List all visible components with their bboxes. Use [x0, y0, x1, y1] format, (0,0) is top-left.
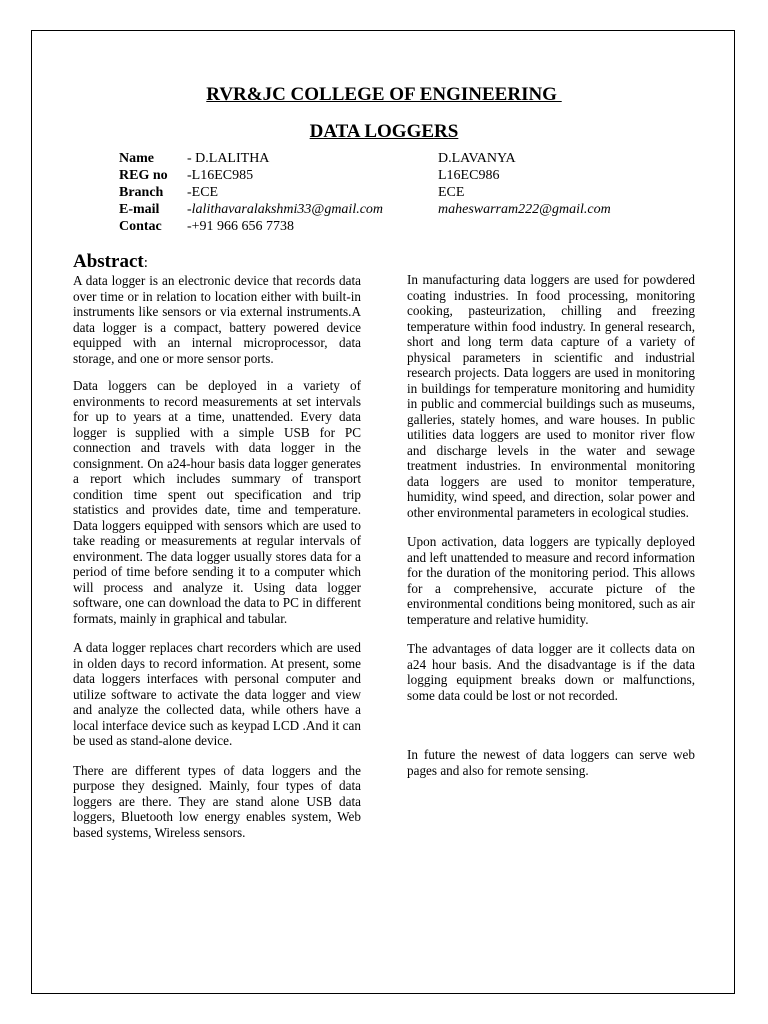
right-column — [407, 272, 695, 778]
author2-reg: L16EC986 — [438, 168, 500, 183]
left-column — [73, 273, 361, 840]
paragraph: In future the newest of data loggers can serve web pages and also for remote sensing. — [407, 747, 695, 778]
author1-reg: -L16EC985 — [187, 168, 254, 183]
author1-email: -lalithavaralakshmi33@gmail.com — [187, 202, 384, 217]
author1-name: - D.LALITHA — [187, 151, 270, 166]
author1-branch: -ECE — [187, 185, 219, 200]
paragraph: Data loggers can be deployed in a variety of environments to record measurements at set intervals for up to years at a time, unattended. Every data logger is supplied with a simple USB for PC connection and travels with data logger in the consignment. On a24-hour basis data logger generates a report which includes summary of transport condition time spent out specification and trip statistics and provides date, time and temperature. Data loggers equipped with sensors which are used to take reading or measurements at regular intervals of environment. The data logger usually stores data for a period of time before sending it to a computer which will process and analyze it. Using data logger software, one can download the data to PC in different formats, mainly in graphical and tabular. — [73, 378, 361, 626]
label-branch: Branch — [119, 185, 164, 200]
abstract-heading-colon: : — [143, 255, 148, 271]
abstract-heading — [73, 251, 148, 273]
author2-branch: ECE — [438, 185, 465, 200]
paragraph: A data logger replaces chart recorders which are used in olden days to record information. At present, some data loggers interfaces with personal computer and utilize software to activate the data logger and view and analyze the collected data, while others have a local interface device such as keypad LCD .And it can be used as stand-alone device. — [73, 640, 361, 748]
author2-email: maheswarram222@gmail.com — [438, 202, 611, 217]
paragraph: Upon activation, data loggers are typically deployed and left unattended to measure and record information for the duration of the monitoring period. This allows for a comprehensive, accurate picture of the environmental conditions being monitored, such as air temperature and relative humidity. — [407, 534, 695, 627]
author2-name: D.LAVANYA — [438, 151, 516, 166]
paragraph: A data logger is an electronic device that records data over time or in relation to location either with built-in instruments like sensors or via external instruments.A data logger is a compact, battery powered device equipped with an internal microprocessor, data storage, and one or more sensor ports. — [73, 273, 361, 366]
label-email: E-mail — [119, 202, 160, 217]
document-title: DATA LOGGERS — [309, 121, 459, 142]
author1-contact: -+91 966 656 7738 — [187, 219, 295, 234]
college-name: RVR&JC COLLEGE OF ENGINEERING — [206, 84, 562, 105]
label-name: Name — [119, 151, 154, 166]
label-reg: REG no — [119, 168, 168, 183]
paragraph: The advantages of data logger are it collects data on a24 hour basis. And the disadvantage is if the data logging equipment breaks down or malfunctions, some data could be lost or not recorded. — [407, 641, 695, 703]
label-contact: Contac — [119, 219, 162, 234]
paragraph: In manufacturing data loggers are used for powdered coating industries. In food processing, monitoring cooking, pasteurization, chilling and freezing temperature within food industry. In general research, short and long term data capture of a variety of physical parameters in scientific and industrial research projects. Data loggers are used in monitoring in buildings for temperature monitoring and humidity in public and commercial buildings such as museums, galleries, stately homes, and ware houses. In public utilities data loggers are used to monitor river flow and discharge levels in the water and sewage treatment industries. In environmental monitoring data loggers are used to monitor temperature, humidity, wind speed, and direction, solar power and other environmental parameters in ecological studies. — [407, 272, 695, 520]
abstract-heading-text: Abstract — [73, 251, 144, 272]
paragraph: There are different types of data loggers and the purpose they designed. Mainly, four types of data loggers are there. They are stand alone USB data loggers, Bluetooth low energy enables system, Web based systems, Wireless sensors. — [73, 762, 361, 840]
